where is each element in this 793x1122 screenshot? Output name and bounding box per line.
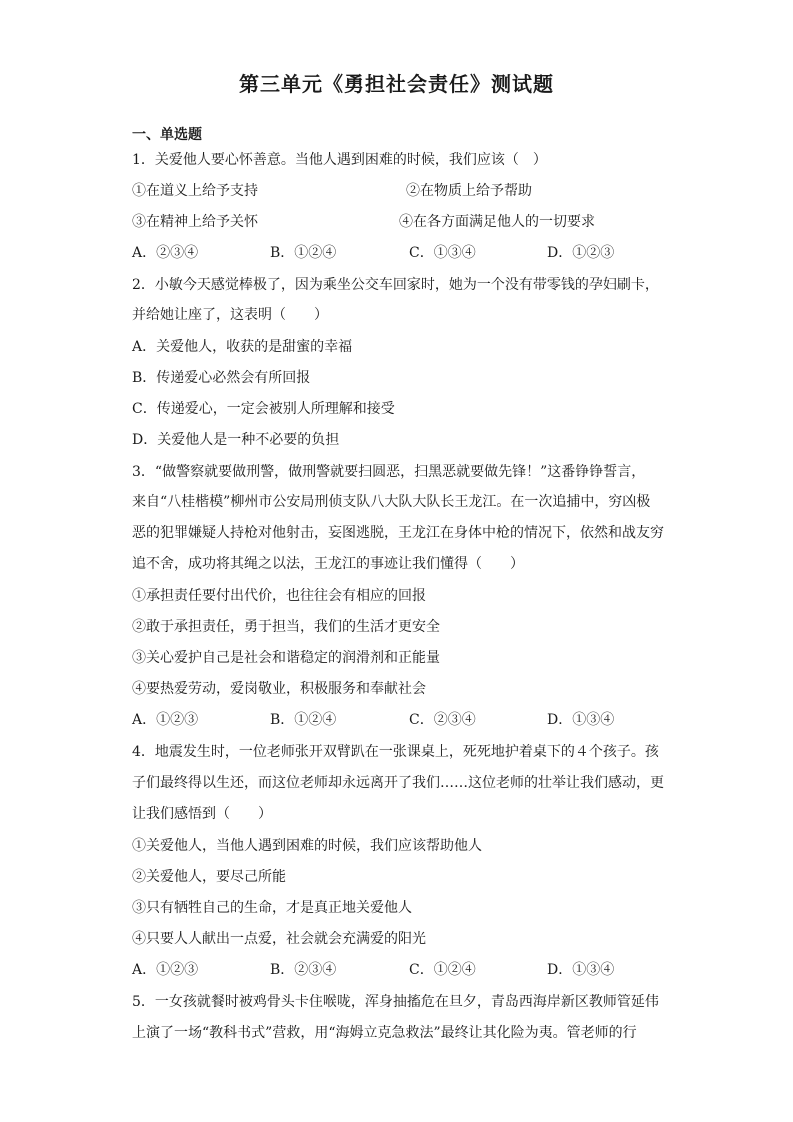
q3-statement-3: ③关心爱护自己是社会和谐稳定的润滑剂和正能量	[132, 650, 440, 666]
q1-option-c: C．①③④	[409, 245, 476, 261]
q1-statement-4: ④在各方面满足他人的一切要求	[399, 214, 595, 230]
q1-option-a: A．②③④	[132, 245, 199, 261]
q1-option-d: D．①②③	[547, 245, 615, 261]
q4-statement-2: ②关爱他人，要尽己所能	[132, 869, 286, 885]
q5-stem-line-2: 上演了一场“教科书式”营救，用“海姆立克急救法”最终让其化险为夷。管老师的行	[132, 1025, 637, 1041]
q4-stem-line-3: 让我们感悟到（ ）	[132, 806, 272, 822]
q2-option-c: C．传递爱心，一定会被别人所理解和接受	[132, 401, 395, 417]
q3-option-d: D．①③④	[547, 712, 615, 728]
q4-statement-1: ①关爱他人，当他人遇到困难的时候，我们应该帮助他人	[132, 838, 482, 854]
section-heading: 一、单选题	[132, 127, 202, 143]
q2-option-d: D．关爱他人是一种不必要的负担	[132, 432, 340, 448]
q4-stem-line-2: 子们最终得以生还，而这位老师却永远离开了我们……这位老师的壮举让我们感动，更	[132, 775, 664, 791]
q4-option-b: B．②③④	[270, 962, 337, 978]
q3-statement-2: ②敢于承担责任，勇于担当，我们的生活才更安全	[132, 619, 440, 635]
q1-statement-1: ①在道义上给予支持	[132, 183, 258, 199]
q3-option-c: C．②③④	[409, 712, 476, 728]
q2-option-b: B．传递爱心必然会有所回报	[132, 370, 311, 386]
q3-stem-line-3: 恶的犯罪嫌疑人持枪对他射击，妄图逃脱，王龙江在身体中枪的情况下，依然和战友穷	[132, 525, 664, 541]
q2-stem-line-2: 并给她让座了，这表明（ ）	[132, 307, 328, 323]
q4-stem-line-1: 4．地震发生时，一位老师张开双臂趴在一张课桌上，死死地护着桌下的４个孩子。孩	[132, 744, 659, 760]
q3-stem-line-2: 来自“八桂楷模”柳州市公安局刑侦支队八大队大队长王龙江。在一次追捕中，穷凶极	[132, 494, 651, 510]
q3-statement-1: ①承担责任要付出代价，也往往会有相应的回报	[132, 588, 426, 604]
q1-option-b: B．①②④	[270, 245, 337, 261]
q4-statement-3: ③只有牺牲自己的生命，才是真正地关爱他人	[132, 900, 412, 916]
q4-option-c: C．①②④	[409, 962, 476, 978]
q4-statement-4: ④只要人人献出一点爱，社会就会充满爱的阳光	[132, 931, 426, 947]
q3-option-a: A．①②③	[132, 712, 199, 728]
q3-option-b: B．①②④	[270, 712, 337, 728]
q4-option-a: A．①②③	[132, 962, 199, 978]
q3-stem-line-1: 3．“做警察就要做刑警，做刑警就要扫圆恶，扫黑恶就要做先锋！”这番铮铮誓言，	[132, 464, 646, 480]
q5-stem-line-1: 5．一女孩就餐时被鸡骨头卡住喉咙，浑身抽搐危在旦夕，青岛西海岸新区教师管延伟	[132, 994, 659, 1010]
q1-statement-2: ②在物质上给予帮助	[406, 183, 532, 199]
q2-option-a: A．关爱他人，收获的是甜蜜的幸福	[132, 339, 353, 355]
page-title: 第三单元《勇担社会责任》测试题	[239, 72, 554, 96]
q1-stem: 1．关爱他人要心怀善意。当他人遇到困难的时候，我们应该（ ）	[132, 152, 547, 168]
q4-option-d: D．①③④	[547, 962, 615, 978]
q3-stem-line-4: 追不舍，成功将其绳之以法，王龙江的事迹让我们懂得（ ）	[132, 556, 524, 572]
q3-statement-4: ④要热爱劳动，爱岗敬业，积极服务和奉献社会	[132, 681, 426, 697]
q2-stem-line-1: 2．小敏今天感觉棒极了，因为乘坐公交车回家时，她为一个没有带零钱的孕妇刷卡，	[132, 277, 659, 293]
q1-statement-3: ③在精神上给予关怀	[132, 214, 258, 230]
